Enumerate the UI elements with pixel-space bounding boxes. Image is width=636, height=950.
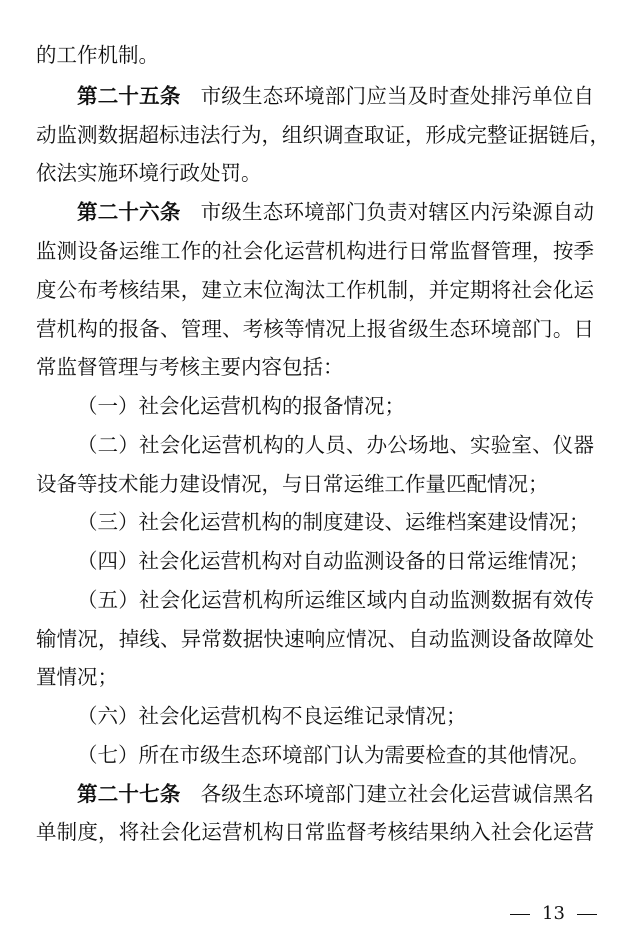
list-item-7: （七）所在市级生态环境部门认为需要检查的其他情况。 <box>77 743 590 767</box>
paragraph-line: 单制度，将社会化运营机构日常监督考核结果纳入社会化运营 <box>36 820 594 844</box>
list-item-2-continued: 设备等技术能力建设情况，与日常运维工作量匹配情况； <box>36 472 549 496</box>
article-27-heading-line: 第二十七条 各级生态环境部门建立社会化运营诚信黑名 <box>77 782 595 806</box>
article-26-heading-line: 第二十六条 市级生态环境部门负责对辖区内污染源自动 <box>77 200 595 224</box>
list-item-5-continued: 置情况； <box>36 665 118 689</box>
list-item-5: （五）社会化运营机构所运维区域内自动监测数据有效传 <box>77 588 594 612</box>
page-footer <box>498 902 609 926</box>
paragraph-line: 动监测数据超标违法行为，组织调查取证，形成完整证据链后， <box>36 123 610 147</box>
list-item-4: （四）社会化运营机构对自动监测设备的日常运维情况； <box>77 549 590 573</box>
paragraph-line: 依法实施环境行政处罚。 <box>36 161 262 185</box>
page-number: 13 <box>542 903 565 924</box>
article-number: 第二十六条 <box>77 200 181 224</box>
list-item-6: （六）社会化运营机构不良运维记录情况； <box>77 704 467 728</box>
paragraph-line: 营机构的报备、管理、考核等情况上报省级生态环境部门。日 <box>36 317 594 341</box>
list-item-2: （二）社会化运营机构的人员、办公场地、实验室、仪器 <box>77 433 594 457</box>
paragraph-line: 度公布考核结果，建立末位淘汰工作机制，并定期将社会化运 <box>36 278 594 302</box>
article-number: 第二十五条 <box>77 84 181 108</box>
footer-dash-left <box>510 914 530 915</box>
article-25-heading-line: 第二十五条 市级生态环境部门应当及时查处排污单位自 <box>77 84 595 108</box>
list-item-5-continued: 输情况，掉线、异常数据快速响应情况、自动监测设备故障处 <box>36 627 594 651</box>
list-item-1: （一）社会化运营机构的报备情况； <box>77 394 405 418</box>
paragraph-line: 的工作机制。 <box>36 43 159 67</box>
article-number: 第二十七条 <box>77 782 181 806</box>
paragraph-line: 监测设备运维工作的社会化运营机构进行日常监督管理，按季 <box>36 239 594 263</box>
paragraph-line: 常监督管理与考核主要内容包括： <box>36 355 344 379</box>
footer-dash-right <box>577 914 597 915</box>
list-item-3: （三）社会化运营机构的制度建设、运维档案建设情况； <box>77 510 590 534</box>
